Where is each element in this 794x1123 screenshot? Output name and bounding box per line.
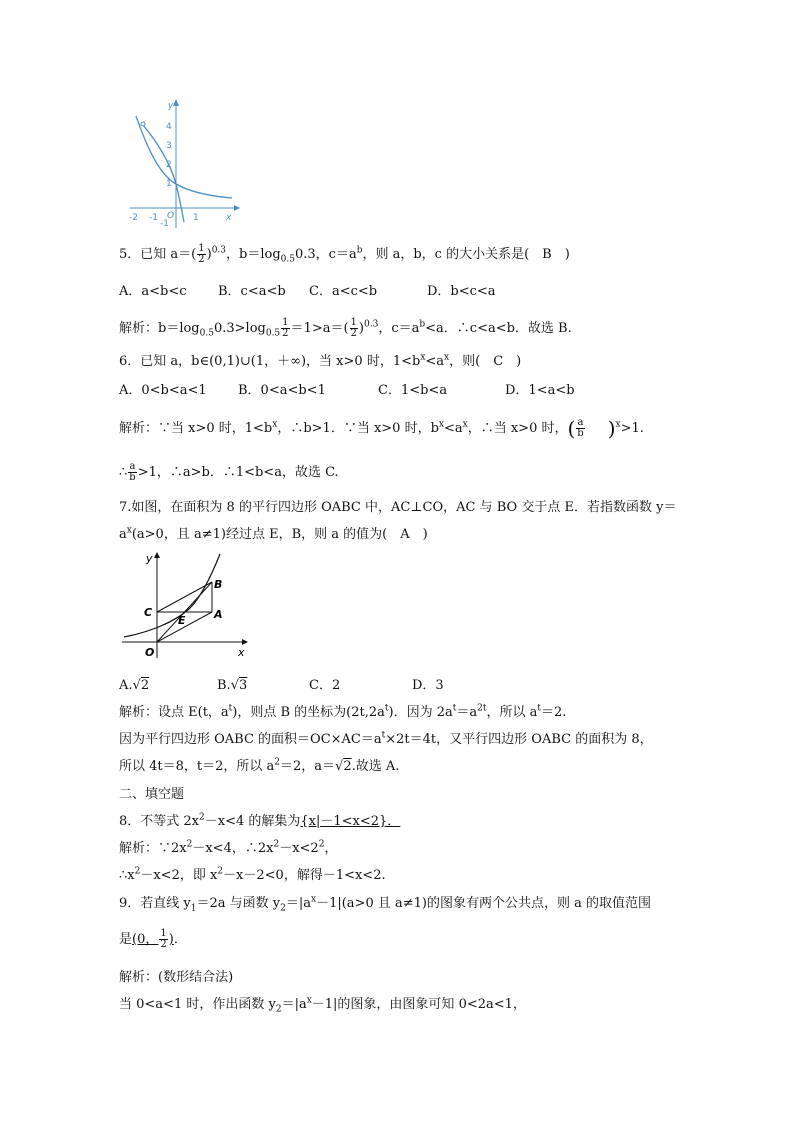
q8-stem: 8．不等式 $2x^2-x<4$ 的解集为{x|－1<x<2}． [119, 812, 401, 829]
graph1-ytick-2: 2 [166, 160, 172, 170]
graph1-ytick-neg1: -1 [160, 219, 169, 229]
graph-exponential-curves [122, 96, 240, 236]
graph2-point-b: B [214, 578, 223, 591]
q9-stem-line1: 9．若直线 $y_1=2a$ 与函数 $y_2=|a^x-1|(a>0$ 且 a≠1)的图象有两个公共点，则 a 的取值范围 [119, 894, 651, 914]
q7-stem-line1: 7.如图，在面积为 8 的平行四边形 OABC 中，AC⊥CO，AC 与 BO 交于点 E．若指数函数 y＝ [119, 500, 677, 515]
graph2-point-c: C [144, 606, 153, 619]
graph1-curve-decreasing [136, 116, 232, 198]
q9-answer: (0， $\frac{1}{2}$ ) [132, 928, 174, 950]
graph1-xtick-1: 1 [193, 213, 199, 223]
q7-solution-line2: 因为平行四边形 OABC 的面积$=OC\times AC=a^t\times 2t=4t$，又平行四边形 OABC 的面积为 8， [119, 730, 653, 747]
graph2-point-e: E [178, 614, 186, 627]
q6-solution-line2: ∴ $\frac{a}{b}$ >1，∴a>b．∴1<b<a，故选 C. [119, 461, 339, 483]
q5-solution: 解析：$b=\log_{0.5}0.3>\log_{0.5}$ $\frac{1}{2}$ ＝1>a＝( $\frac{1}{2}$ )$^{0.3}$，$c=a^b<a$．∴c<a<b．故选 B. [119, 317, 572, 339]
graph1-origin: O [167, 211, 175, 221]
q8-solution-line2: $\therefore x^2-x<2$，即 $x^2-x-2<0$，解得－1<x<2. [119, 866, 386, 883]
graph1-y-label: y [168, 101, 174, 111]
graph-parallelogram [120, 550, 252, 666]
q7-option-b: B.√3 [217, 678, 248, 693]
q6-option-c: C．1<b<a [378, 383, 448, 398]
graph2-point-a: A [214, 608, 223, 621]
q7-solution-line1: 解析：设点 E(t，$a^t$)，则点 B 的坐标为$(2t,2a^t)$．因为 $2a^t=a^{2t}$，所以 $a^t=2$. [119, 703, 567, 720]
q6-option-b: B．0<a<b<1 [238, 383, 326, 398]
q5-option-a: A．a<b<c [119, 284, 187, 299]
graph2-origin: O [145, 646, 155, 659]
q6-solution-line1: 解析：∵当 x>0 时，$1<b^x$，∴b>1．∵当 x>0 时，$b^x<a^x$，∴当 x>0 时，( $\frac{a}{b}$ )$^x$>1. [119, 416, 644, 441]
graph2-exp-curve [124, 554, 223, 637]
q6-stem: 6．已知 a，b∈(0,1)∪(1，＋∞)，当 x>0 时，$1<b^x<a^x$，则( C ) [119, 352, 522, 369]
section-title-fill-in: 二、填空题 [119, 787, 185, 802]
graph1-xtick-neg1: -1 [149, 213, 158, 223]
q9-solution-line2: 当 0<a<1 时，作出函数 $y_2=|a^x-1|$的图象，由图象可知 0<2a<1， [119, 995, 526, 1015]
q7-option-a: A.√2 [119, 678, 150, 693]
q5-option-d: D．b<c<a [427, 284, 496, 299]
q7-stem-line2: $a^x(a>0$，且 a≠1)经过点 E，B，则 a 的值为( A ) [119, 525, 428, 542]
q9-solution-title: 解析：(数形结合法) [119, 970, 234, 985]
q8-answer: {x|－1<x<2}． [300, 814, 401, 829]
graph1-ytick-3: 3 [166, 141, 172, 151]
graph1-ytick-4: 4 [166, 122, 172, 132]
graph2-y-label: y [146, 552, 153, 565]
q5-option-b: B．c<a<b [218, 284, 286, 299]
graph2-x-label: x [238, 646, 245, 659]
q8-solution-line1: 解析：$\because 2x^2-x<4$，$\therefore 2x^2-x<2^2$， [119, 839, 338, 856]
q5-stem: 5．已知 a＝( $\frac{1}{2}$ )$^{0.3}$，$b=\log_{0.5}0.3$，$c=a^b$，则 a，b，c 的大小关系是( B ) [119, 243, 570, 265]
q7-option-d: D．3 [412, 678, 444, 693]
q7-option-c: C．2 [309, 678, 341, 693]
q6-option-d: D．1<a<b [505, 383, 575, 398]
q5-option-c: C．a<c<b [309, 284, 378, 299]
graph1-xtick-neg2: -2 [129, 213, 138, 223]
graph1-ytick-1: 1 [166, 179, 172, 189]
graph1-x-label: x [226, 213, 232, 223]
q6-option-a: A．0<b<a<1 [119, 383, 207, 398]
q9-stem-line2: 是(0， $\frac{1}{2}$ )． [119, 928, 187, 950]
q7-solution-line3: 所以 4t＝8，t＝2，所以 $a^2=2$，a＝√2.故选 A. [119, 757, 400, 774]
